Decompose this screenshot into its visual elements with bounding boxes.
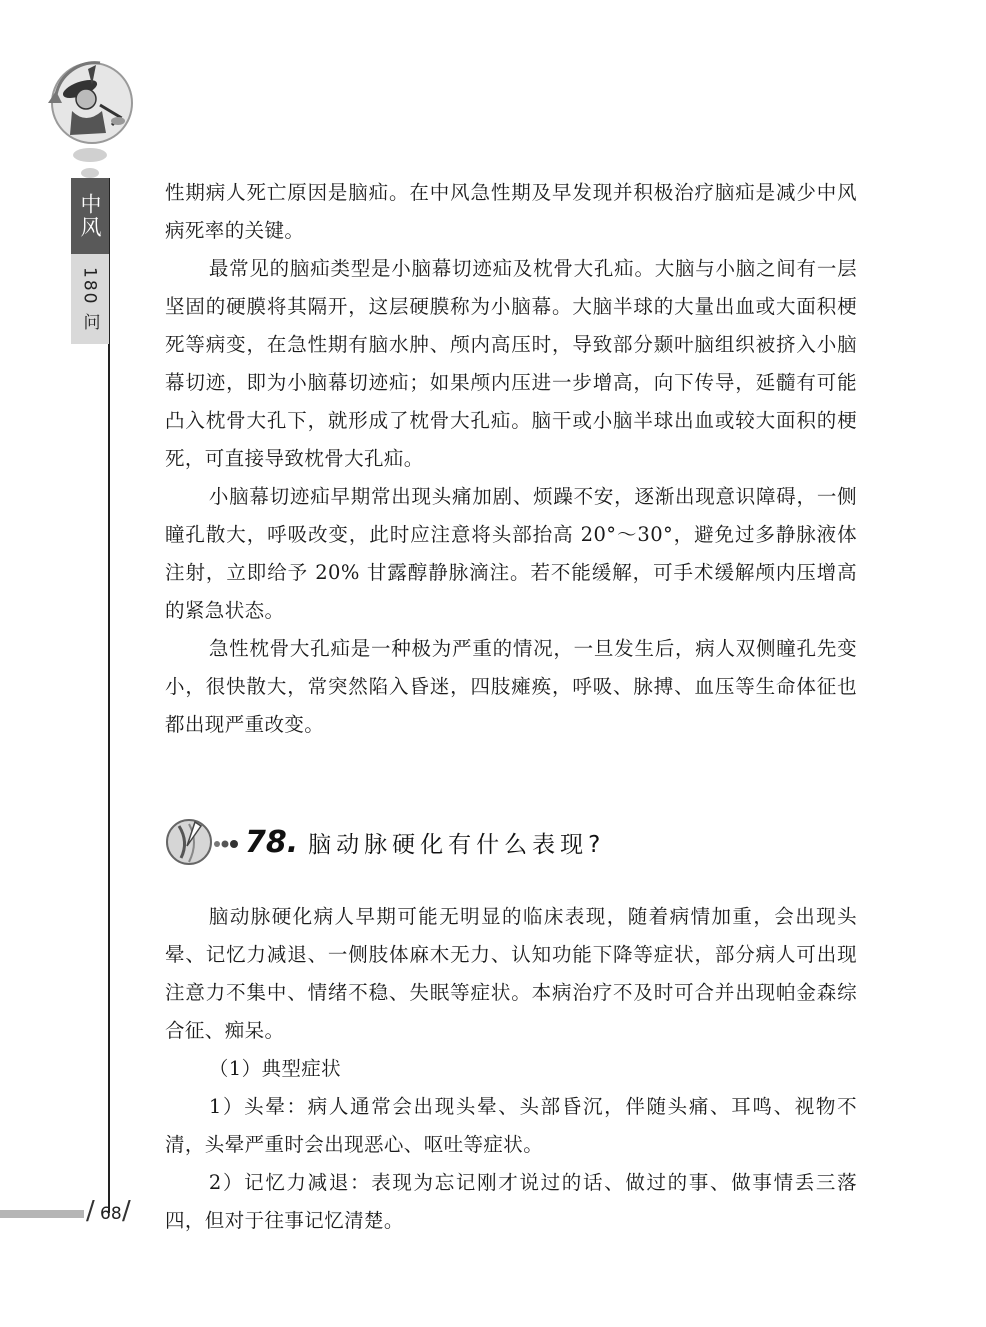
- paragraph: 1）头晕：病人通常会出现头晕、头部昏沉，伴随头痛、耳鸣、视物不清，头晕严重时会出现恶心、呕吐等症状。: [165, 1095, 857, 1156]
- page-number: 68: [100, 1204, 122, 1224]
- page-slash-right: /: [122, 1196, 131, 1226]
- main-text: [165, 174, 857, 744]
- book-count-label: 180 问: [79, 266, 100, 332]
- paragraph: 脑动脉硬化病人早期可能无明显的临床表现，随着病情加重，会出现头晕、记忆力减退、一侧肢体麻木无力、认知功能下降等症状，部分病人可出现注意力不集中、情绪不稳、失眠等症状。本病治疗不及时可合并出现帕金森综合征、痴呆。: [165, 905, 857, 1042]
- book-short-title: 中风: [78, 193, 102, 239]
- question-bulb-icon: [165, 812, 245, 872]
- paragraph: 2）记忆力减退：表现为忘记刚才说过的话、做过的事、做事情丢三落四，但对于往事记忆清楚。: [165, 1171, 857, 1232]
- section-text: [165, 898, 857, 1240]
- subheading: （1）典型症状: [208, 1057, 342, 1080]
- chapter-tab-bottom: [71, 254, 109, 344]
- paragraph: 小脑幕切迹疝早期常出现头痛加剧、烦躁不安，逐渐出现意识障碍，一侧瞳孔散大，呼吸改变，此时应注意将头部抬高 20°～30°，避免过多静脉液体注射，立即给予 20% 甘露醇静脉滴注。若不能缓解，可手术缓解颅内压增高的紧急状态。: [165, 485, 857, 622]
- page-bar: [0, 1210, 84, 1218]
- chapter-tab-top: [71, 178, 109, 254]
- page-slash-left: /: [86, 1196, 95, 1226]
- section-title: 脑动脉硬化有什么表现?: [308, 831, 606, 858]
- mascot-illustration: [40, 55, 140, 185]
- paragraph: 性期病人死亡原因是脑疝。在中风急性期及早发现并积极治疗脑疝是减少中风病死率的关键。: [165, 181, 857, 242]
- chapter-tab: [71, 178, 109, 344]
- paragraph: 急性枕骨大孔疝是一种极为严重的情况，一旦发生后，病人双侧瞳孔先变小，很快散大，常突然陷入昏迷，四肢瘫痪，呼吸、脉搏、血压等生命体征也都出现严重改变。: [165, 637, 857, 736]
- paragraph: 最常见的脑疝类型是小脑幕切迹疝及枕骨大孔疝。大脑与小脑之间有一层坚固的硬膜将其隔开，这层硬膜称为小脑幕。大脑半球的大量出血或大面积梗死等病变，在急性期有脑水肿、颅内高压时，导致部分颞叶脑组织被挤入小脑幕切迹，即为小脑幕切迹疝；如果颅内压进一步增高，向下传导，延髓有可能凸入枕骨大孔下，就形成了枕骨大孔疝。脑干或小脑半球出血或较大面积的梗死，可直接导致枕骨大孔疝。: [165, 257, 857, 470]
- section-number: 78.: [245, 824, 299, 860]
- section-heading: [165, 810, 865, 874]
